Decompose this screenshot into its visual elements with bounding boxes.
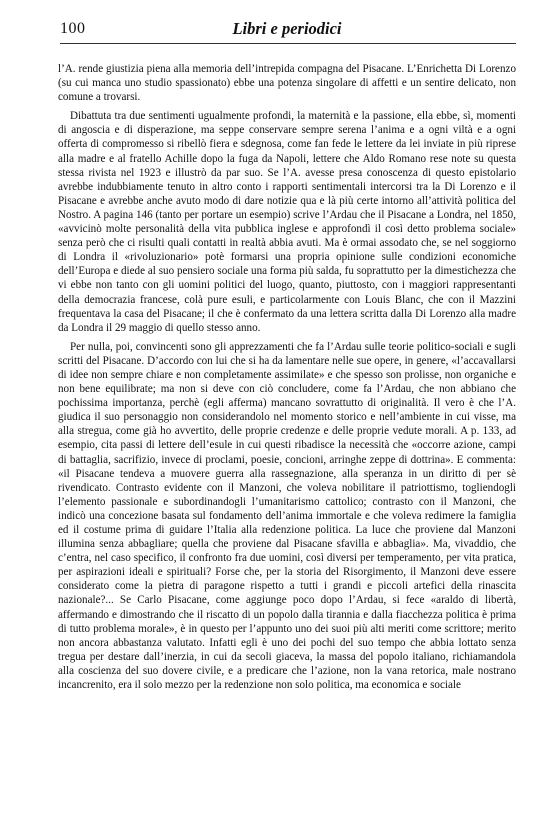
paragraph-1: l’A. rende giustizia piena alla memoria dell’intrepida compagna del Pisacane. L’Enrichetta Di Lorenzo (su cui manca uno studio spassionato) ebbe una potenza singolare di affetti e un sentire delicato, non comune a trovarsi. bbox=[58, 63, 516, 104]
header-rule bbox=[60, 43, 516, 44]
page-number: 100 bbox=[60, 20, 86, 37]
journal-title: Libri e periodici bbox=[232, 19, 342, 38]
body-text bbox=[58, 62, 516, 692]
running-head bbox=[58, 18, 516, 44]
paragraph-3: Per nulla, poi, convincenti sono gli apprezzamenti che fa l’Ardau sulle teorie politico-sociali e sugli scritti del Pisacane. D’accordo con lui che si ha da lamentare nelle sue opere, in genere, «l’accavallarsi di idee non sempre chiare e non completamente assimilate» e che spesso son prolisse, non organiche e non bene equilibrate; ma non si deve con ciò concludere, come fa l’Ardau, che non abbiano che pochissima importanza, perchè (egli afferma) mancano sovrattutto di originalità. Il vero è che l’A. giudica il suo personaggio non considerandolo nel momento storico e nell’ambiente in cui visse, ma alla stregua, come già ho avvertito, delle proprie credenze e delle proprie vedute morali. A p. 133, ad esempio, cita passi di lettere dell’esule in cui questi ribadisce la necessità che «occorre azione, campi di battaglia, sacrifizio, invece di proclami, poesie, concioni, arringhe zeppe di dottrina». E commenta: «il Pisacane tendeva a muovere guerra alla rassegnazione, alla speranza in un diritto di per sè rivendicato. Contrasto evidente con il Manzoni, che voleva nobilitare il patriottismo, togliendogli l’elemento passionale e subordinandogli l’umanitarismo cattolico; contrasto con il Manzoni, che indicò una concezione basata sul fondamento dell’anima immortale e che voleva redimere la famiglia ed il costume prima di guidare l’Italia alla redenzione politica. La luce che proviene dal Manzoni illumina senza abbagliare; quella che proviene dal Pisacane sfavilla e abbaglia». Ma, vivaddio, che c’entra, nel caso specifico, il confronto fra due uomini, così diversi per temperamento, per vita pratica, per aspirazioni ideali e spirituali? Forse che, per la storia del Risorgimento, il Manzoni deve essere considerato come la pietra di paragone rispetto a tutti i grandi e piccoli artefici della rinascita nazionale?... Se Carlo Pisacane, come aggiunge poco dopo l’Ardau, si fece «araldo di libertà, affermando e dimostrando che il riscatto di un popolo dalla tirannia e dalla fiacchezza politica è prima di tutto problema morale», è in questo per l’appunto uno dei suoi più alti meriti come scrittore; merito non ancora abbastanza valutato. Infatti egli è uno dei pochi del suo tempo che abbia lottato senza tregua per destare dall’inerzia, in cui da secoli giaceva, la massa del popolo italiano, richiamandola alla coscienza del suo dovere civile, e a predicare che l’azione, non la vana retorica, male nostrano incancrenito, era il solo mezzo per la redenzione non solo politica, ma economica e sociale bbox=[58, 340, 516, 692]
paragraph-2: Dibattuta tra due sentimenti ugualmente profondi, la maternità e la passione, ella ebbe, sì, momenti di angoscia e di disperazione, ma seppe conservare sempre serena l’anima e a ogni viltà e a ogni offerta di compromesso si ribellò fiera e sdegnosa, come fan fede le lettere da lei inviate in più riprese alla madre e al fratello Achille dopo la fuga da Napoli, lettere che Aldo Romano rese note su questa stessa rivista nel 1923 e illustrò da par suo. Se l’A. avesse presa conoscenza di questo epistolario avrebbe indubbiamente tenuto in altro conto i rapporti sentimentali intercorsi tra la Di Lorenzo e il Pisacane e avrebbe anche avuto modo di dare notizie qua e là più certe intorno all’attività politica del Nostro. A pagina 146 (tanto per portare un esempio) scrive l’Ardau che il Pisacane a Londra, nel 1850, «avvicinò molte personalità della vita pubblica inglese e approfondì il così detto problema sociale» senza però che ci risulti quali contatti in realtà abbia avuti. Ma è ormai assodato che, se nel soggiorno di Londra il «rivoluzionario» potè formarsi una propria opinione sulle condizioni economiche dell’Europa e diede al suo pensiero sociale una forma più salda, fu soprattutto per la dimestichezza che vi ebbe non tanto con gli uomini politici del luogo, quanto, piuttosto, con i maggiori rappresentanti della democrazia francese, colà pure esuli, e particolarmente con Louis Blanc, che con il Mazzini frequentava la casa del Pisacane; il che è confermato da una lettera scritta dalla Di Lorenzo alla madre da Londra il 29 maggio di quello stesso anno. bbox=[58, 110, 516, 334]
